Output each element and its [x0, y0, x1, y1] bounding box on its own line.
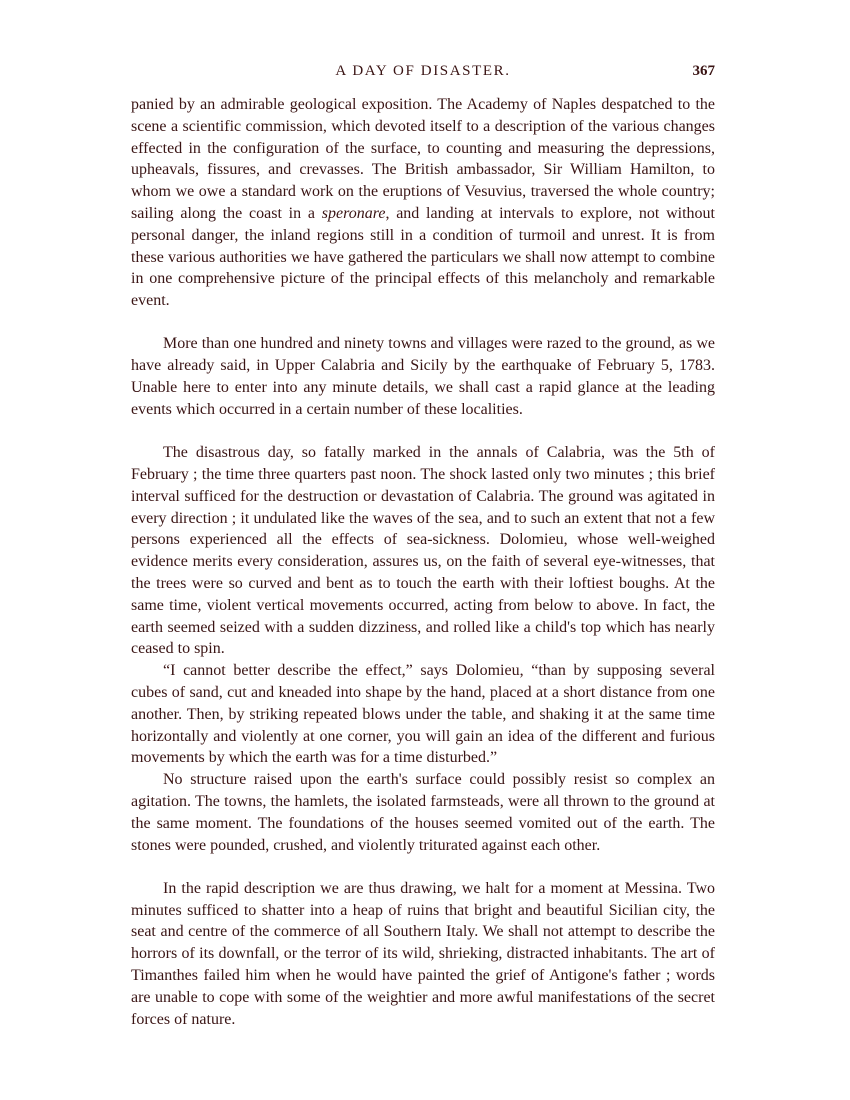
body-text: [131, 94, 715, 1030]
paragraph-1-text: panied by an admirable geological exposition. The Academy of Naples despatched to the scene a scientific commission, which devoted itself to a description of the various changes effected in the configuration of the surface, to counting and measuring the depressions, upheavals, fissures, and crevasses. The British ambassador, Sir William Hamilton, to whom we owe a standard work on the eruptions of Vesuvius, traversed the whole country; sailing along the coast in a: [131, 96, 715, 222]
paragraph-6: In the rapid description we are thus drawing, we halt for a moment at Messina. Two minutes sufficed to shatter into a heap of ruins that bright and beautiful Sicilian city, the seat and centre of the commerce of all Southern Italy. We shall not attempt to describe the horrors of its downfall, or the terror of its wild, shrieking, distracted inhabitants. The art of Timanthes failed him when he would have painted the grief of Antigone's father ; words are unable to cope with some of the weightier and more awful manifestations of the secret forces of nature.: [131, 879, 715, 1028]
italic-term: speronare: [321, 204, 386, 222]
page-number: 367: [692, 63, 715, 79]
paragraph-4: “I cannot better describe the effect,” says Dolomieu, “than by supposing several cubes of sand, cut and kneaded into shape by the hand, placed at a short distance from one another. Then, by striking repeated blows under the table, and shaking it at the same time horizontally and violently at one corner, you will gain an idea of the different and furious movements by which the earth was for a time disturbed.”: [131, 662, 715, 767]
paragraph-2: More than one hundred and ninety towns and villages were razed to the ground, as we have already said, in Upper Calabria and Sicily by the earthquake of February 5, 1783. Unable here to enter into any minute details, we shall cast a rapid glance at the leading events which occurred in a certain number of these localities.: [131, 335, 715, 418]
paragraph-1: [131, 94, 715, 312]
paragraph-1-tail: , and landing at intervals to explore, not without personal danger, the inland regions still in a condition of turmoil and unrest. It is from these various authorities we have gathered the particulars we shall now attempt to combine in one comprehensive picture of the principal effects of this melancholy and remarkable event.: [131, 204, 715, 310]
running-title: A DAY OF DISASTER.: [335, 63, 511, 79]
running-head: [131, 60, 715, 84]
paragraph-3: The disastrous day, so fatally marked in the annals of Calabria, was the 5th of February ; the time three quarters past noon. The shock lasted only two minutes ; this brief interval sufficed for the destruction or devastation of Calabria. The ground was agitated in every direction ; it undulated like the waves of the sea, and to such an extent that not a few persons experienced all the effects of sea-sickness. Dolomieu, whose well-weighed evidence merits every consideration, assures us, on the faith of several eye-witnesses, that the trees were so curved and bent as to touch the earth with their loftiest boughs. At the same time, violent vertical movements occurred, acting from below to above. In fact, the earth seemed seized with a sudden dizziness, and rolled like a child's top which has nearly ceased to spin.: [131, 444, 715, 658]
paragraph-5: No structure raised upon the earth's surface could possibly resist so complex an agitation. The towns, the hamlets, the isolated farmsteads, were all thrown to the ground at the same moment. The foundations of the houses seemed vomited out of the earth. The stones were pounded, crushed, and violently triturated against each other.: [131, 771, 715, 854]
